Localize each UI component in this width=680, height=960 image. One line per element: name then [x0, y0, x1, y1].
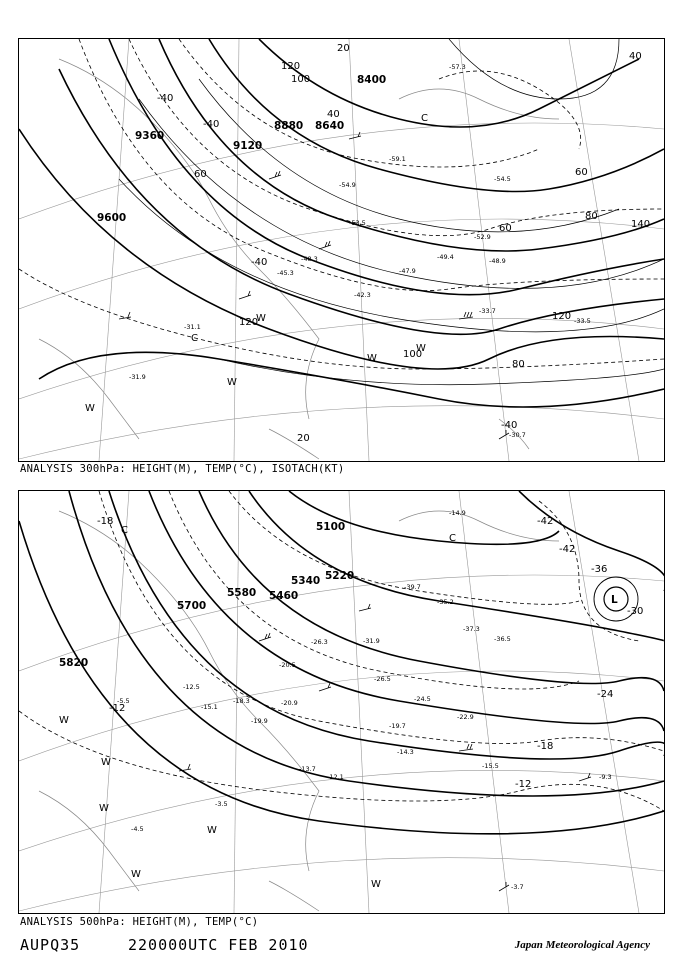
- station-value: -5.5: [117, 697, 130, 705]
- temp-label: -12: [515, 779, 532, 790]
- cold-center: C: [421, 113, 428, 124]
- station-value: -3.5: [215, 800, 228, 808]
- chart-code: AUPQ35: [20, 936, 81, 954]
- station-value: -13.7: [299, 765, 316, 773]
- station-value: -49.4: [437, 253, 454, 261]
- valid-time: 220000UTC FEB 2010: [128, 936, 309, 954]
- height-label-5460: 5460: [269, 590, 299, 602]
- temp-label: -40: [203, 119, 220, 130]
- graticule: [19, 39, 664, 461]
- warm-center: W: [101, 757, 111, 768]
- station-value: -19.7: [389, 722, 406, 730]
- station-value: -35.2: [437, 598, 454, 606]
- temp-label: -40: [501, 420, 518, 431]
- isotach-label: 60: [194, 169, 207, 180]
- footer: [20, 936, 660, 956]
- station-value: -3.7: [511, 883, 524, 891]
- warm-center: W: [99, 803, 109, 814]
- station-value: -14.3: [397, 748, 414, 756]
- station-value: -39.7: [404, 583, 421, 591]
- low-center-label: L: [611, 594, 618, 606]
- isotach-label: 40: [327, 109, 340, 120]
- station-value: -48.9: [489, 257, 506, 265]
- station-value: -31.9: [129, 373, 146, 381]
- cold-center: C: [121, 525, 128, 536]
- station-value: -30.7: [509, 431, 526, 439]
- station-value: -24.5: [414, 695, 431, 703]
- chart-500hpa-map: [19, 491, 664, 913]
- chart-300hpa-map: [19, 39, 664, 461]
- station-value: -9.3: [599, 773, 612, 781]
- temp-label: -18: [97, 516, 114, 527]
- station-value: -54.5: [494, 175, 511, 183]
- isotach-label: 120: [552, 311, 572, 322]
- temp-label: -40: [157, 93, 174, 104]
- isotach-label: 60: [575, 167, 588, 178]
- station-value: -59.1: [389, 155, 406, 163]
- station-value: -4.5: [131, 825, 144, 833]
- isotach-label: 20: [337, 43, 350, 54]
- station-value: -33.7: [479, 307, 496, 315]
- station-value: -42.3: [354, 291, 371, 299]
- station-value: -18.3: [233, 697, 250, 705]
- isotach-label: 120: [239, 317, 259, 328]
- height-label-8640: 8640: [315, 120, 345, 132]
- chart-500hpa: [18, 490, 665, 914]
- coastline: [39, 59, 559, 459]
- temp-label: -42: [559, 544, 576, 555]
- warm-center: W: [371, 879, 381, 890]
- height-label-9120: 9120: [233, 140, 263, 152]
- station-value: -47.9: [399, 267, 416, 275]
- station-value: -12.1: [327, 773, 344, 781]
- station-value: -37.3: [463, 625, 480, 633]
- agency-name: Japan Meteorological Agency: [514, 939, 650, 951]
- isotherms: [19, 491, 664, 811]
- warm-center: W: [416, 343, 426, 354]
- station-value: -57.3: [449, 63, 466, 71]
- isotach-label: 60: [499, 223, 512, 234]
- warm-center: W: [131, 869, 141, 880]
- station-value: -54.9: [339, 181, 356, 189]
- temp-label: -40: [251, 257, 268, 268]
- station-value: -48.3: [301, 255, 318, 263]
- chart-300hpa: [18, 38, 665, 462]
- temp-label: -24: [597, 689, 614, 700]
- warm-center: W: [227, 377, 237, 388]
- height-label-8400: 8400: [357, 74, 387, 86]
- station-value: -20.9: [281, 699, 298, 707]
- height-label-5100: 5100: [316, 521, 346, 533]
- station-value: -26.5: [374, 675, 391, 683]
- height-label-9360: 9360: [135, 130, 165, 142]
- height-label-5340: 5340: [291, 575, 321, 587]
- isotach-label: 120: [281, 61, 301, 72]
- height-label-5580: 5580: [227, 587, 257, 599]
- station-value: -33.5: [574, 317, 591, 325]
- wind-barbs: [179, 604, 591, 891]
- caption-500hpa: ANALYSIS 500hPa: HEIGHT(M), TEMP(°C): [20, 916, 259, 928]
- temp-label: -12: [109, 703, 126, 714]
- temp-label: -42: [537, 516, 554, 527]
- station-value: -31.9: [363, 637, 380, 645]
- warm-center: W: [59, 715, 69, 726]
- station-value: -12.5: [183, 683, 200, 691]
- height-label-5820: 5820: [59, 657, 89, 669]
- station-value: -14.9: [449, 509, 466, 517]
- isotach-label: 80: [585, 211, 598, 222]
- height-label-5700: 5700: [177, 600, 207, 612]
- station-value: -53.5: [349, 219, 366, 227]
- height-label-8880: 8880: [274, 120, 304, 132]
- station-value: -36.5: [494, 635, 511, 643]
- caption-300hpa: ANALYSIS 300hPa: HEIGHT(M), TEMP(°C), ISOTACH(KT): [20, 463, 345, 475]
- warm-center: W: [85, 403, 95, 414]
- station-value: -19.9: [251, 717, 268, 725]
- height-label-5220: 5220: [325, 570, 355, 582]
- temp-label: -30: [627, 606, 644, 617]
- isotach-label: 100: [291, 74, 311, 85]
- height-label-9600: 9600: [97, 212, 127, 224]
- station-value: -26.3: [311, 638, 328, 646]
- temp-label: -36: [591, 564, 608, 575]
- station-value: -15.1: [201, 703, 218, 711]
- cold-center: C: [191, 333, 198, 344]
- warm-center: W: [256, 313, 266, 324]
- warm-center: W: [367, 353, 377, 364]
- isotach-label: 140: [631, 219, 651, 230]
- warm-center: W: [207, 825, 217, 836]
- cold-center: C: [449, 533, 456, 544]
- station-value: -52.9: [474, 233, 491, 241]
- station-value: -45.3: [277, 269, 294, 277]
- isotach-label: 20: [297, 433, 310, 444]
- station-value: -15.5: [482, 762, 499, 770]
- station-value: -20.5: [279, 661, 296, 669]
- isotach-label: 40: [629, 51, 642, 62]
- temp-label: -18: [537, 741, 554, 752]
- station-value: -31.1: [184, 323, 201, 331]
- station-value: -22.9: [457, 713, 474, 721]
- isotach-label: 80: [512, 359, 525, 370]
- isotach-label: 100: [403, 349, 423, 360]
